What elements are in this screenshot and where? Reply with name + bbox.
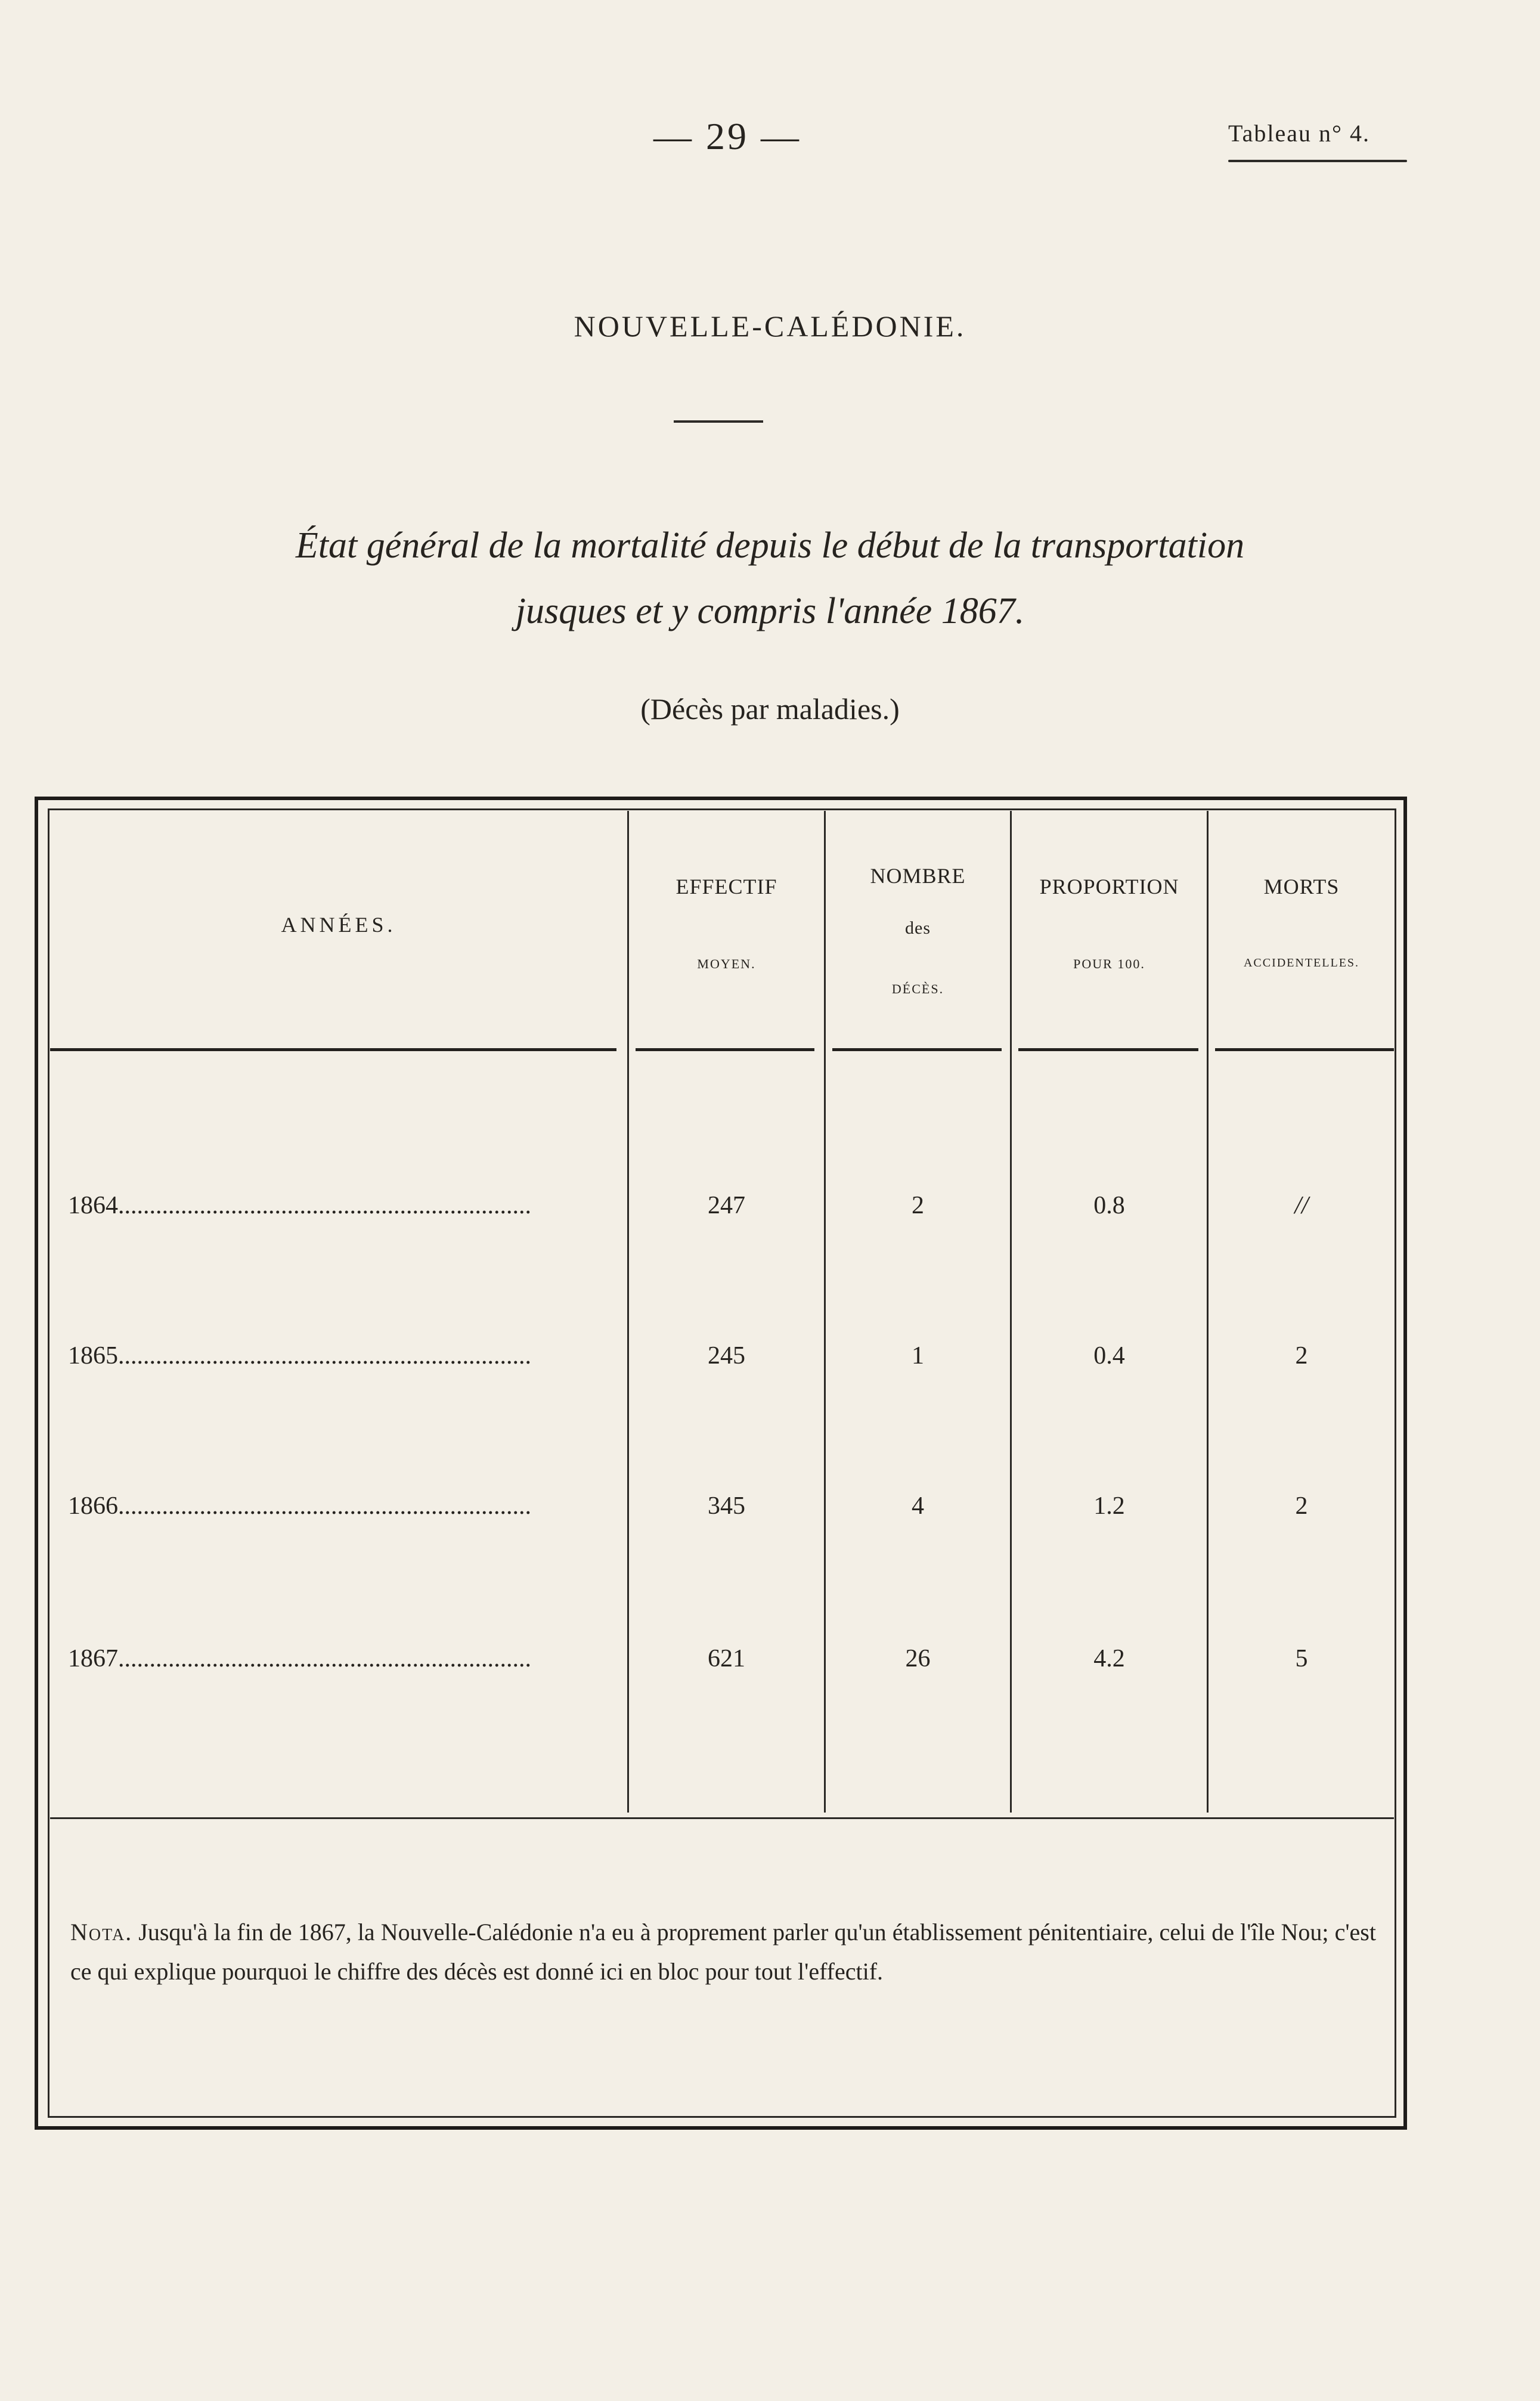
header-nombre-des: des bbox=[905, 918, 931, 938]
cell-effectif: 247 bbox=[708, 1192, 745, 1219]
note-label: Nota. bbox=[70, 1919, 133, 1945]
header-morts: MORTS bbox=[1263, 875, 1340, 899]
cell-deces: 4 bbox=[912, 1492, 924, 1520]
header-nombre-sub: DÉCÈS. bbox=[891, 981, 944, 996]
cell-effectif: 621 bbox=[708, 1645, 745, 1672]
table-row-year: 1865.................................................................. bbox=[68, 1342, 531, 1370]
header-rule bbox=[1018, 1048, 1198, 1051]
header-rule bbox=[636, 1048, 814, 1051]
cell-deces: 2 bbox=[912, 1192, 924, 1219]
header-rule bbox=[1215, 1048, 1394, 1051]
header-rule bbox=[50, 1048, 616, 1051]
table-heading-line1: État général de la mortalité depuis le début de la transportation bbox=[295, 525, 1245, 566]
tableau-underline bbox=[1228, 160, 1407, 162]
cell-effectif: 345 bbox=[708, 1492, 745, 1520]
header-proportion: PROPORTION bbox=[1039, 875, 1179, 899]
header-nombre: NOMBRE bbox=[870, 864, 966, 888]
header-annees: ANNÉES. bbox=[281, 913, 396, 937]
table-body-bottom-rule bbox=[50, 1817, 1394, 1819]
cell-morts: 2 bbox=[1295, 1342, 1308, 1370]
cell-morts: 5 bbox=[1295, 1645, 1308, 1672]
cell-deces: 1 bbox=[912, 1342, 924, 1370]
cell-effectif: 245 bbox=[708, 1342, 745, 1370]
note-text: Jusqu'à la fin de 1867, la Nouvelle-Calédonie n'a eu à proprement parler qu'un établissement pénitentiaire, celui de l'île Nou; c'est ce qui explique pourquoi le chiffre des décès est donné ici en bloc pour tout l'effectif. bbox=[70, 1919, 1376, 1985]
table-note bbox=[70, 1913, 1376, 1991]
cell-morts: // bbox=[1294, 1192, 1309, 1219]
colony-title: NOUVELLE-CALÉDONIE. bbox=[574, 309, 966, 343]
table-row-year: 1867.................................................................. bbox=[68, 1645, 531, 1672]
header-effectif-sub: MOYEN. bbox=[697, 956, 756, 971]
table-subheading: (Décès par maladies.) bbox=[640, 692, 900, 726]
tableau-label: Tableau n° 4. bbox=[1228, 120, 1371, 147]
cell-deces: 26 bbox=[905, 1645, 931, 1672]
header-rule bbox=[832, 1048, 1002, 1051]
page-number: — 29 — bbox=[653, 115, 801, 157]
cell-morts: 2 bbox=[1295, 1492, 1308, 1520]
table-row-year: 1866.................................................................. bbox=[68, 1492, 531, 1520]
cell-proportion: 0.8 bbox=[1093, 1192, 1125, 1219]
header-proportion-sub: POUR 100. bbox=[1073, 956, 1145, 971]
header-morts-sub: ACCIDENTELLES. bbox=[1243, 956, 1360, 969]
table-row-year: 1864.................................................................. bbox=[68, 1192, 531, 1219]
cell-proportion: 4.2 bbox=[1093, 1645, 1125, 1672]
table-heading-line2: jusques et y compris l'année 1867. bbox=[515, 591, 1025, 631]
title-divider bbox=[674, 420, 763, 423]
cell-proportion: 1.2 bbox=[1093, 1492, 1125, 1520]
header-effectif: EFFECTIF bbox=[676, 875, 777, 899]
cell-proportion: 0.4 bbox=[1093, 1342, 1125, 1370]
